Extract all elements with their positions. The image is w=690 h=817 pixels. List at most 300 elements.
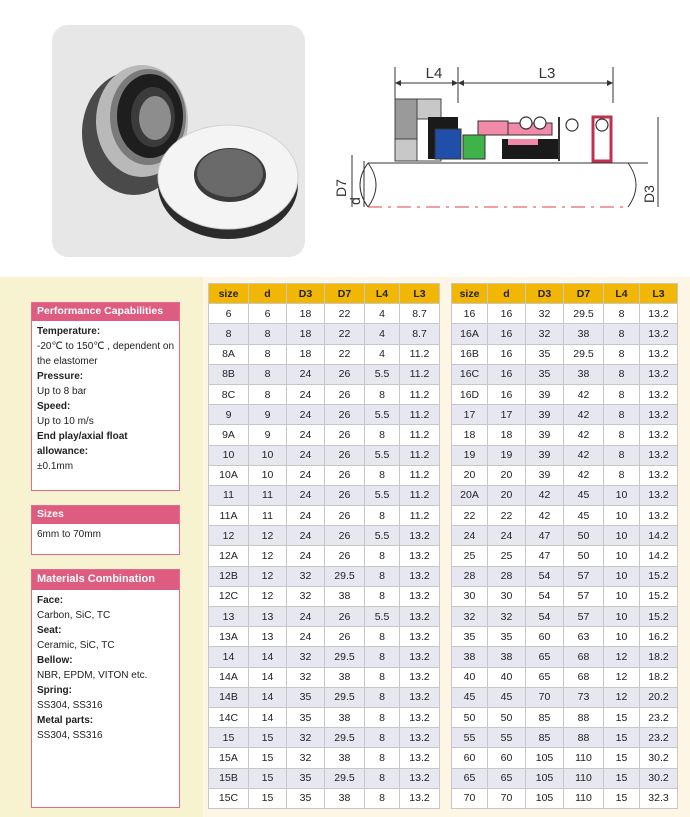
table-cell-d: 14 xyxy=(249,687,287,707)
table-row xyxy=(209,425,440,445)
table-row xyxy=(209,344,440,364)
table-cell-size: 11 xyxy=(209,485,249,505)
table-cell-d3: 24 xyxy=(287,465,325,485)
endplay-value: ±0.1mm xyxy=(37,461,74,472)
bellow-label: Bellow: xyxy=(37,655,73,666)
table-cell-d3: 32 xyxy=(526,324,564,344)
table-cell-l4: 10 xyxy=(604,485,640,505)
table-cell-l4: 8 xyxy=(604,425,640,445)
table-cell-d: 17 xyxy=(488,405,526,425)
table-cell-size: 8 xyxy=(209,324,249,344)
face-value: Carbon, SiC, TC xyxy=(37,610,111,621)
table-cell-d: 8 xyxy=(249,364,287,384)
table-cell-l4: 8 xyxy=(365,566,400,586)
table-row xyxy=(209,485,440,505)
table-cell-l3: 13.2 xyxy=(400,607,440,627)
table-cell-d3: 42 xyxy=(526,506,564,526)
table-cell-l3: 11.2 xyxy=(400,384,440,404)
table-cell-d: 10 xyxy=(249,465,287,485)
table-cell-l4: 8 xyxy=(365,465,400,485)
table-cell-d3: 35 xyxy=(526,344,564,364)
column-header-size: size xyxy=(452,284,488,304)
table-cell-size: 60 xyxy=(452,748,488,768)
table-cell-d: 15 xyxy=(249,768,287,788)
table-cell-l4: 8 xyxy=(365,586,400,606)
table-cell-size: 20A xyxy=(452,485,488,505)
product-photo xyxy=(52,25,305,257)
table-cell-l3: 13.2 xyxy=(400,566,440,586)
table-cell-d3: 47 xyxy=(526,526,564,546)
table-row xyxy=(209,667,440,687)
sizes-title: Sizes xyxy=(32,506,179,524)
table-cell-l4: 8 xyxy=(365,687,400,707)
table-cell-d7: 42 xyxy=(564,445,604,465)
spring-value: SS304, SS316 xyxy=(37,700,103,711)
table-cell-l3: 11.2 xyxy=(400,344,440,364)
table-cell-size: 10A xyxy=(209,465,249,485)
table-cell-size: 16 xyxy=(452,304,488,324)
table-cell-l3: 13.2 xyxy=(640,485,678,505)
table-cell-l3: 13.2 xyxy=(400,647,440,667)
table-cell-size: 22 xyxy=(452,506,488,526)
table-cell-l3: 13.2 xyxy=(400,788,440,808)
table-cell-d7: 88 xyxy=(564,707,604,727)
table-cell-d7: 50 xyxy=(564,546,604,566)
table-cell-d3: 54 xyxy=(526,566,564,586)
table-row xyxy=(209,728,440,748)
table-cell-d3: 60 xyxy=(526,627,564,647)
table-cell-size: 13 xyxy=(209,607,249,627)
table-cell-d3: 24 xyxy=(287,506,325,526)
table-cell-d7: 29.5 xyxy=(564,344,604,364)
table-cell-size: 10 xyxy=(209,445,249,465)
table-cell-l3: 13.2 xyxy=(400,667,440,687)
table-cell-d7: 63 xyxy=(564,627,604,647)
table-row xyxy=(209,324,440,344)
table-cell-d7: 26 xyxy=(325,485,365,505)
table-cell-d: 8 xyxy=(249,344,287,364)
table-cell-l4: 12 xyxy=(604,687,640,707)
table-cell-l3: 13.2 xyxy=(640,364,678,384)
table-cell-d7: 29.5 xyxy=(325,687,365,707)
table-cell-l3: 13.2 xyxy=(400,586,440,606)
table-cell-d3: 24 xyxy=(287,384,325,404)
table-cell-size: 16D xyxy=(452,384,488,404)
table-cell-d3: 39 xyxy=(526,445,564,465)
table-cell-l4: 15 xyxy=(604,768,640,788)
table-cell-l4: 5.5 xyxy=(365,526,400,546)
table-row xyxy=(209,748,440,768)
column-header-size: size xyxy=(209,284,249,304)
performance-capabilities-box xyxy=(31,302,180,491)
table-cell-d: 6 xyxy=(249,304,287,324)
table-cell-d7: 57 xyxy=(564,607,604,627)
dim-label-l3: L3 xyxy=(538,65,556,82)
table-cell-d7: 68 xyxy=(564,647,604,667)
table-cell-d7: 38 xyxy=(564,324,604,344)
table-cell-l4: 8 xyxy=(365,546,400,566)
table-cell-d: 12 xyxy=(249,586,287,606)
table-row xyxy=(209,364,440,384)
table-cell-d: 70 xyxy=(488,788,526,808)
table-cell-size: 15 xyxy=(209,728,249,748)
table-cell-d: 16 xyxy=(488,384,526,404)
table-row xyxy=(452,707,678,727)
column-header-d3: D3 xyxy=(526,284,564,304)
table-row xyxy=(452,526,678,546)
table-cell-size: 15C xyxy=(209,788,249,808)
dim-label-d: d xyxy=(347,197,363,205)
table-cell-size: 8A xyxy=(209,344,249,364)
table-cell-l3: 13.2 xyxy=(400,728,440,748)
table-row xyxy=(452,405,678,425)
table-cell-l3: 30.2 xyxy=(640,748,678,768)
table-cell-l4: 5.5 xyxy=(365,445,400,465)
table-cell-d3: 32 xyxy=(287,748,325,768)
table-cell-l3: 11.2 xyxy=(400,465,440,485)
table-cell-d7: 38 xyxy=(564,364,604,384)
table-cell-size: 11A xyxy=(209,506,249,526)
table-cell-l4: 8 xyxy=(604,344,640,364)
table-cell-l4: 12 xyxy=(604,667,640,687)
table-cell-d3: 32 xyxy=(287,667,325,687)
table-cell-l3: 20.2 xyxy=(640,687,678,707)
table-cell-d3: 47 xyxy=(526,546,564,566)
table-cell-d7: 42 xyxy=(564,425,604,445)
table-cell-d: 12 xyxy=(249,546,287,566)
table-cell-size: 17 xyxy=(452,405,488,425)
table-cell-d7: 50 xyxy=(564,526,604,546)
speed-label: Speed: xyxy=(37,401,71,412)
table-row xyxy=(452,445,678,465)
table-cell-l4: 8 xyxy=(365,384,400,404)
table-cell-l3: 30.2 xyxy=(640,768,678,788)
table-cell-l3: 13.2 xyxy=(640,304,678,324)
table-cell-l3: 13.2 xyxy=(640,465,678,485)
table-cell-d7: 26 xyxy=(325,526,365,546)
table-cell-size: 12C xyxy=(209,586,249,606)
pressure-label: Pressure: xyxy=(37,371,84,382)
table-cell-d3: 24 xyxy=(287,485,325,505)
table-cell-d7: 26 xyxy=(325,384,365,404)
table-cell-l3: 13.2 xyxy=(640,506,678,526)
column-header-l4: L4 xyxy=(604,284,640,304)
table-cell-d3: 24 xyxy=(287,405,325,425)
table-cell-d: 13 xyxy=(249,607,287,627)
table-cell-d3: 35 xyxy=(287,707,325,727)
table-row xyxy=(452,344,678,364)
table-cell-l4: 5.5 xyxy=(365,485,400,505)
table-cell-size: 16A xyxy=(452,324,488,344)
table-cell-size: 15B xyxy=(209,768,249,788)
table-cell-d7: 26 xyxy=(325,465,365,485)
temperature-value: -20℃ to 150℃ , dependent on the elastomer xyxy=(37,341,175,367)
table-cell-d: 45 xyxy=(488,687,526,707)
table-cell-l4: 8 xyxy=(604,304,640,324)
table-cell-d: 22 xyxy=(488,506,526,526)
table-cell-d7: 38 xyxy=(325,748,365,768)
table-cell-size: 25 xyxy=(452,546,488,566)
table-cell-l3: 11.2 xyxy=(400,506,440,526)
table-cell-d7: 22 xyxy=(325,324,365,344)
table-cell-d3: 24 xyxy=(287,445,325,465)
table-cell-d: 14 xyxy=(249,667,287,687)
table-cell-size: 20 xyxy=(452,465,488,485)
metal-parts-label: Metal parts: xyxy=(37,715,94,726)
table-cell-l3: 13.2 xyxy=(640,344,678,364)
table-row xyxy=(452,748,678,768)
table-cell-d: 16 xyxy=(488,364,526,384)
table-cell-size: 12B xyxy=(209,566,249,586)
table-cell-d7: 29.5 xyxy=(325,728,365,748)
table-cell-d7: 26 xyxy=(325,364,365,384)
table-cell-size: 14B xyxy=(209,687,249,707)
table-cell-d7: 38 xyxy=(325,586,365,606)
table-cell-l3: 13.2 xyxy=(640,405,678,425)
table-cell-d: 15 xyxy=(249,728,287,748)
table-cell-size: 45 xyxy=(452,687,488,707)
table-cell-l4: 10 xyxy=(604,586,640,606)
table-cell-l4: 8 xyxy=(365,768,400,788)
table-cell-d3: 70 xyxy=(526,687,564,707)
table-cell-size: 14C xyxy=(209,707,249,727)
table-cell-l3: 11.2 xyxy=(400,425,440,445)
table-cell-d7: 29.5 xyxy=(325,566,365,586)
pressure-value: Up to 8 bar xyxy=(37,386,87,397)
table-cell-l3: 11.2 xyxy=(400,364,440,384)
table-cell-d: 28 xyxy=(488,566,526,586)
table-cell-l3: 23.2 xyxy=(640,728,678,748)
table-cell-d: 10 xyxy=(249,445,287,465)
sizes-box xyxy=(31,505,180,555)
table-cell-size: 16C xyxy=(452,364,488,384)
table-cell-d3: 35 xyxy=(287,687,325,707)
table-cell-d3: 32 xyxy=(287,728,325,748)
table-cell-l3: 13.2 xyxy=(400,546,440,566)
table-cell-size: 40 xyxy=(452,667,488,687)
table-cell-d3: 32 xyxy=(287,647,325,667)
table-cell-d: 19 xyxy=(488,445,526,465)
table-cell-l3: 13.2 xyxy=(400,748,440,768)
temperature-label: Temperature: xyxy=(37,326,101,337)
table-cell-d7: 26 xyxy=(325,627,365,647)
table-cell-l4: 8 xyxy=(604,324,640,344)
table-cell-size: 28 xyxy=(452,566,488,586)
table-cell-d: 11 xyxy=(249,506,287,526)
table-cell-l4: 5.5 xyxy=(365,364,400,384)
table-cell-size: 16B xyxy=(452,344,488,364)
column-header-d3: D3 xyxy=(287,284,325,304)
table-row xyxy=(452,667,678,687)
table-cell-d7: 73 xyxy=(564,687,604,707)
table-cell-d: 24 xyxy=(488,526,526,546)
table-cell-d7: 22 xyxy=(325,344,365,364)
table-cell-d7: 38 xyxy=(325,667,365,687)
table-row xyxy=(209,384,440,404)
table-cell-l4: 8 xyxy=(365,748,400,768)
performance-title: Performance Capabilities xyxy=(32,303,179,321)
table-cell-l3: 13.2 xyxy=(640,425,678,445)
dim-label-l4: L4 xyxy=(425,65,443,82)
table-row xyxy=(209,506,440,526)
table-cell-d3: 24 xyxy=(287,546,325,566)
table-cell-d: 65 xyxy=(488,768,526,788)
table-cell-d: 20 xyxy=(488,465,526,485)
table-header-row xyxy=(209,284,440,304)
seat-value: Ceramic, SiC, TC xyxy=(37,640,115,651)
table-cell-l3: 13.2 xyxy=(400,768,440,788)
table-cell-l4: 4 xyxy=(365,344,400,364)
table-cell-l4: 15 xyxy=(604,788,640,808)
table-cell-l4: 15 xyxy=(604,707,640,727)
mechanical-seal-illustration xyxy=(52,25,305,257)
table-cell-l4: 8 xyxy=(365,667,400,687)
table-cell-d: 32 xyxy=(488,607,526,627)
table-cell-d: 13 xyxy=(249,627,287,647)
table-cell-d: 18 xyxy=(488,425,526,445)
table-row xyxy=(452,465,678,485)
table-cell-l4: 5.5 xyxy=(365,607,400,627)
table-row xyxy=(209,566,440,586)
table-cell-l4: 15 xyxy=(604,748,640,768)
table-cell-d7: 26 xyxy=(325,607,365,627)
table-cell-d: 8 xyxy=(249,384,287,404)
table-cell-size: 19 xyxy=(452,445,488,465)
table-cell-d7: 45 xyxy=(564,506,604,526)
table-cell-size: 14 xyxy=(209,647,249,667)
table-cell-d: 50 xyxy=(488,707,526,727)
table-cell-d3: 24 xyxy=(287,364,325,384)
table-cell-d3: 42 xyxy=(526,485,564,505)
table-cell-d3: 39 xyxy=(526,465,564,485)
table-cell-d: 40 xyxy=(488,667,526,687)
materials-title: Materials Combination xyxy=(32,570,179,590)
spring-label: Spring: xyxy=(37,685,72,696)
table-cell-d3: 39 xyxy=(526,405,564,425)
table-row xyxy=(452,324,678,344)
table-cell-d: 12 xyxy=(249,526,287,546)
table-cell-l4: 10 xyxy=(604,526,640,546)
table-cell-d: 12 xyxy=(249,566,287,586)
table-cell-d: 25 xyxy=(488,546,526,566)
table-cell-l3: 11.2 xyxy=(400,445,440,465)
table-cell-d: 55 xyxy=(488,728,526,748)
column-header-d7: D7 xyxy=(325,284,365,304)
table-row xyxy=(452,687,678,707)
table-cell-l3: 13.2 xyxy=(400,526,440,546)
table-cell-l3: 18.2 xyxy=(640,667,678,687)
column-header-l4: L4 xyxy=(365,284,400,304)
table-cell-d3: 54 xyxy=(526,607,564,627)
column-header-l3: L3 xyxy=(640,284,678,304)
face-label: Face: xyxy=(37,595,64,606)
table-cell-l4: 15 xyxy=(604,728,640,748)
table-cell-size: 9A xyxy=(209,425,249,445)
column-header-l3: L3 xyxy=(400,284,440,304)
table-cell-d3: 35 xyxy=(287,788,325,808)
table-row xyxy=(452,728,678,748)
table-cell-l4: 4 xyxy=(365,304,400,324)
table-cell-d: 8 xyxy=(249,324,287,344)
sizes-value: 6mm to 70mm xyxy=(37,529,101,540)
table-cell-size: 18 xyxy=(452,425,488,445)
table-cell-size: 13A xyxy=(209,627,249,647)
table-cell-l4: 8 xyxy=(365,707,400,727)
table-cell-d: 16 xyxy=(488,304,526,324)
table-cell-l3: 13.2 xyxy=(400,627,440,647)
table-cell-d3: 65 xyxy=(526,667,564,687)
table-cell-size: 8C xyxy=(209,384,249,404)
table-row xyxy=(452,768,678,788)
table-cell-l4: 8 xyxy=(604,465,640,485)
table-row xyxy=(209,607,440,627)
table-cell-d: 60 xyxy=(488,748,526,768)
table-cell-d7: 110 xyxy=(564,748,604,768)
table-row xyxy=(452,647,678,667)
table-cell-l4: 8 xyxy=(365,728,400,748)
table-cell-l3: 13.2 xyxy=(400,707,440,727)
table-header-row xyxy=(452,284,678,304)
table-cell-d3: 105 xyxy=(526,788,564,808)
table-cell-l4: 4 xyxy=(365,324,400,344)
table-cell-d3: 24 xyxy=(287,425,325,445)
table-cell-d3: 24 xyxy=(287,526,325,546)
table-cell-size: 14A xyxy=(209,667,249,687)
table-cell-d7: 42 xyxy=(564,465,604,485)
table-cell-l4: 8 xyxy=(365,788,400,808)
table-row xyxy=(452,506,678,526)
table-cell-d7: 110 xyxy=(564,768,604,788)
table-row xyxy=(209,768,440,788)
table-cell-d3: 24 xyxy=(287,627,325,647)
table-cell-size: 24 xyxy=(452,526,488,546)
table-cell-d: 16 xyxy=(488,324,526,344)
table-cell-size: 35 xyxy=(452,627,488,647)
metal-parts-value: SS304, SS316 xyxy=(37,730,103,741)
table-cell-size: 65 xyxy=(452,768,488,788)
table-cell-d7: 88 xyxy=(564,728,604,748)
table-cell-d3: 85 xyxy=(526,728,564,748)
table-cell-d7: 57 xyxy=(564,586,604,606)
table-cell-l4: 5.5 xyxy=(365,405,400,425)
table-cell-size: 30 xyxy=(452,586,488,606)
table-cell-l4: 8 xyxy=(604,364,640,384)
table-cell-l4: 8 xyxy=(365,627,400,647)
table-row xyxy=(209,788,440,808)
table-cell-d3: 35 xyxy=(287,768,325,788)
table-cell-d7: 22 xyxy=(325,304,365,324)
table-cell-l4: 8 xyxy=(604,445,640,465)
table-cell-d7: 26 xyxy=(325,546,365,566)
table-cell-d3: 85 xyxy=(526,707,564,727)
table-row xyxy=(452,566,678,586)
size-table-right xyxy=(451,283,678,809)
table-cell-d: 30 xyxy=(488,586,526,606)
table-cell-size: 38 xyxy=(452,647,488,667)
table-cell-d: 20 xyxy=(488,485,526,505)
table-cell-d3: 18 xyxy=(287,344,325,364)
table-cell-d7: 26 xyxy=(325,506,365,526)
table-cell-d3: 105 xyxy=(526,748,564,768)
table-cell-l4: 8 xyxy=(365,506,400,526)
table-cell-size: 12 xyxy=(209,526,249,546)
table-row xyxy=(452,788,678,808)
table-cell-d3: 18 xyxy=(287,324,325,344)
table-row xyxy=(209,687,440,707)
table-row xyxy=(209,707,440,727)
table-cell-size: 70 xyxy=(452,788,488,808)
table-row xyxy=(452,304,678,324)
